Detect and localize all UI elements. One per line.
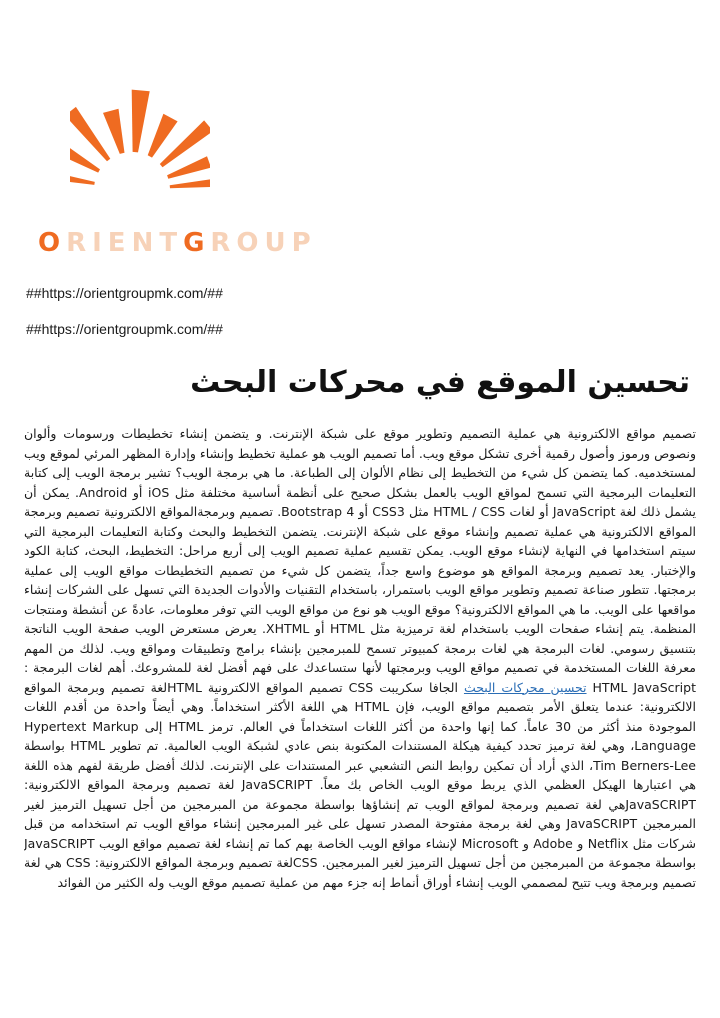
logo-ray [70, 168, 95, 185]
logo-wordmark [38, 228, 317, 258]
logo-letter-o: O [38, 228, 67, 258]
article-body [24, 424, 696, 1012]
logo-letters-roup: ROUP [210, 228, 317, 258]
logo-letters-rient: RIENT [66, 228, 184, 258]
logo-letter-g: G [183, 228, 211, 258]
logo-ray [132, 90, 150, 153]
brand-logo [30, 40, 317, 258]
source-url: ##https://orientgroupmk.com/## [26, 285, 223, 301]
article-text-part1: تصميم مواقع الالكترونية هي عملية التصميم وتطوير موقع على شبكة الإنترنت. و يتضمن إنشاء تخطيطات ورسومات وألوان ونصوص ورموز وأصول رقمية أخرى تشكل موقع ويب. أما تصميم الويب هو عملية تخطيط وإنشاء وإدارة المظهر المرئي لموقع ويب لمستخدميه. كما يتضمن كل شيء من التخطيط إلى نظام الألوان إلى الطباعة. ما هي برمجة الويب؟ تشير برمجة الويب إلى كتابة التعليمات البرمجية التي تسمح لمواقع الويب بالعمل بشكل صحيح على أنظمة أساسية مختلفة مثل iOS أو Android. يمكن أن يشمل ذلك لغة JavaScript أو لغات HTML / CSS مثل CSS3 أو Bootstrap 4. تصميم وبرمجةالمواقع الالكترونية تصميم وبرمجة المواقع الالكترونية هي عملية تصميم وإنشاء موقع على شبكة الإنترنت. يتضمن التخطيط والبحث وكتابة التعليمات البرمجية التي سيتم استخدامها في النهاية لإنشاء موقع الويب. يمكن تقسيم عملية تصميم الويب إلى أربع مراحل: التخطيط، البحث، كتابة الكود والإختبار. يعد تصميم وبرمجة المواقع هو موضوع واسع جداً، يتضمن كل شيء من تصميم التخطيطات مواقع الويب إلى عملية برمجتها. تتطور صناعة تصميم وتطوير مواقع الويب باستمرار، باستخدام التقنيات والأدوات الجديدة التي تسهل على الشركات إنشاء مواقعها على الويب. ما هي المواقع الالكترونية؟ موقع الويب هو نوع من مواقع الويب التي توفر معلومات، عادةً عن أنشطة ومنتجات المنظمة. يتم إنشاء صفحات الويب باستخدام لغة ترميزية مثل HTML أو XHTML. يعرض مستعرض الويب صفحة الويب الناتجة بتنسيق رسومي. لغات البرمجة هي لغات برمجة كمبيوتر تسمح للمبرمجين بإنشاء برامج وتطبيقات ومواقع ويب. لذلك من المهم معرفة اللغات المستخدمة في تصميم مواقع الويب وبرمجتها لأنها ستساعدك على فهم أفضل لغة للمشروعك. أهم لغات البرمجة : HTML JavaScript [24, 426, 696, 695]
sunburst-logo-icon [70, 40, 210, 220]
page-title: تحسين الموقع في محركات البحث [190, 365, 690, 400]
logo-ray [103, 109, 125, 154]
logo-ray [170, 176, 210, 188]
seo-link[interactable]: تحسين محركات البحث [463, 679, 587, 695]
logo-ray [167, 156, 210, 178]
article-text-part2: الجافا سكريبت CSS تصميم المواقع الالكترونية HTMLلغة تصميم وبرمجة المواقع الالكترونية: عندما يتعلق الأمر بتصميم مواقع الويب، فإن HTML هي اللغة الأكثر استخداماً. وهي أيضاً واحدة من أقدم اللغات الموجودة منذ أكثر من 30 عاماً. كما إنها واحدة من أكثر اللغات استخداماً في العالم. ترمز HTML إلى Hypertext Markup Language، وهي لغة ترميز تحدد كيفية هيكلة المستندات المكتوبة بنص عادي لشبكة الويب العالمية. تم تطوير HTML بواسطة Tim Berners-Lee، الذي أراد أن تمكين روابط النص التشعبي عبر المستندات على الإنترنت. لذلك أفضل طريقة لفهم هذه اللغة هي اعتبارها الهيكل العظمي الذي يربط موقع الويب الخاص بك معاً. JavaSCRIPT لغة تصميم وبرمجة المواقع الالكترونية: JavaSCRIPTهي لغة تصميم وبرمجة لمواقع الويب تم إنشاؤها بواسطة مجموعة من المبرمجين من أجل تسهيل الترميز لغير المبرمجين JavaSCRIPT وهي لغة برمجة مفتوحة المصدر تسهل على غير المبرمجين إنشاء مواقع الويب تم استخدامه من قبل شركات مثل Netflix و Adobe و Microsoft لإنشاء مواقع الويب الخاصة بهم كما تم إنشاء لغة تصميم مواقع الويب JavaSCRIPT بواسطة مجموعة من المبرمجين من أجل تسهيل الترميز لغير المبرمجين. CSSلغة تصميم وبرمجة المواقع الالكترونية: CSS هي لغة تصميم وبرمجة ويب تتيح لمصممي الويب إنشاء أوراق أنماط إنه جزء مهم من عملية تصميم موقع الويب وله الكثير من الفوائد [24, 679, 696, 890]
source-url-repeat: ##https://orientgroupmk.com/## [26, 321, 223, 337]
